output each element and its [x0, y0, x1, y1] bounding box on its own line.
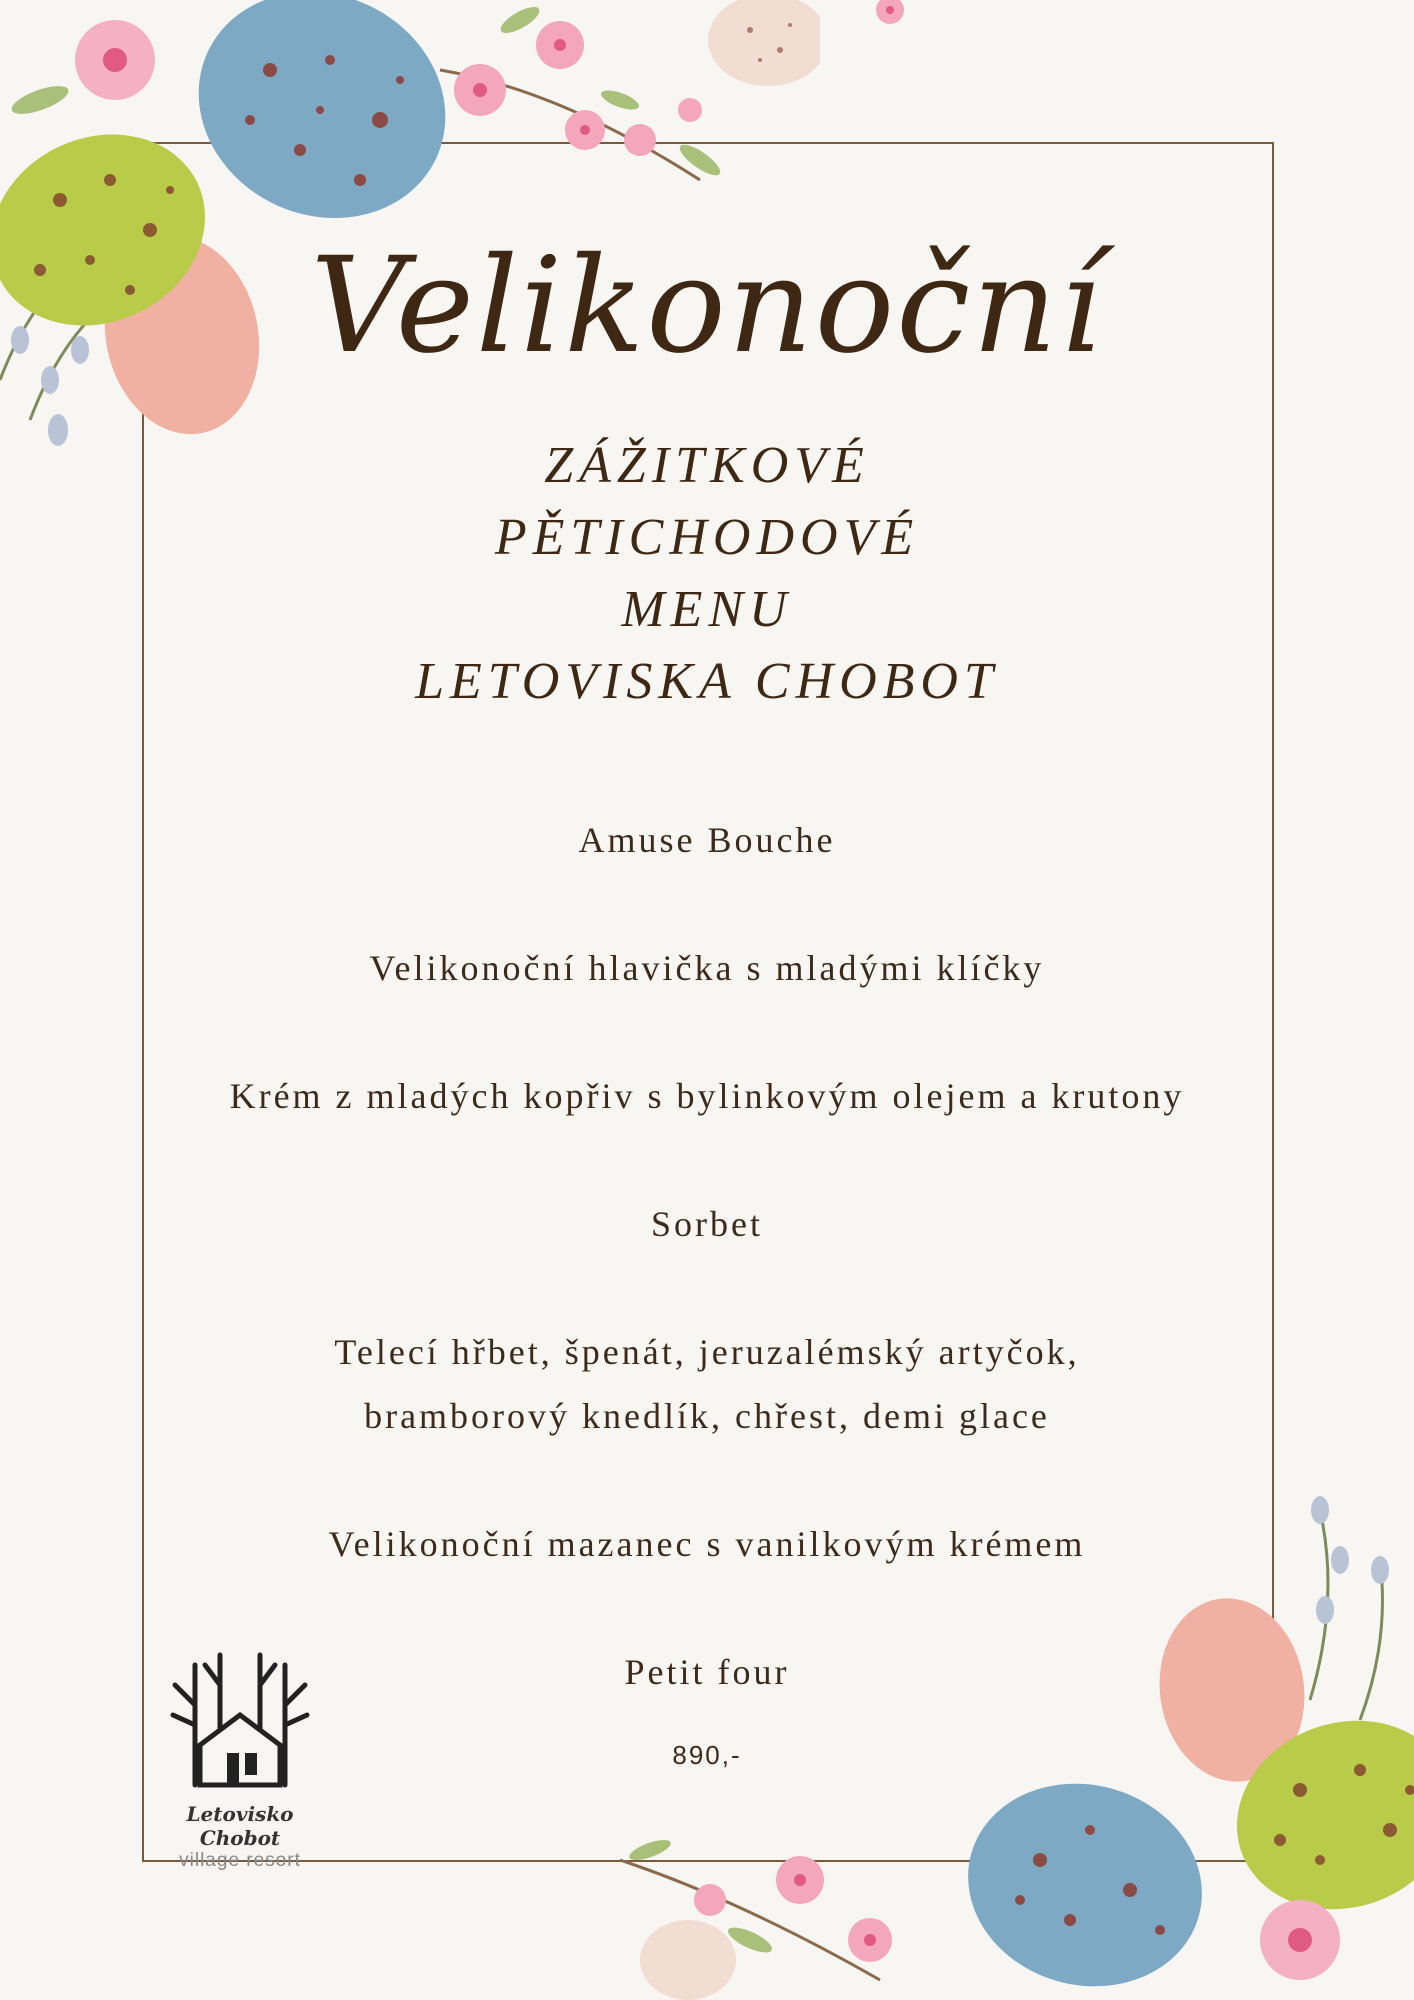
course-list: [142, 808, 1272, 1768]
resort-logo: [155, 1645, 325, 1872]
small-speckled-egg-top: [708, 0, 820, 86]
subtitle-line: LETOVISKA CHOBOT: [415, 653, 999, 710]
course-item: Krém z mladých kopřiv s bylinkovým olejem a krutony: [229, 1076, 1185, 1116]
small-speckled-egg-bottom: [640, 1920, 736, 2000]
course-item: bramborový knedlík, chřest, demi glace: [364, 1396, 1050, 1436]
course-item: Telecí hřbet, špenát, jeruzalémský artyčok,: [334, 1332, 1080, 1372]
logo-tagline: village resort: [179, 1850, 301, 1871]
blossom-top-left: [8, 20, 155, 120]
blue-speckled-egg-bottom: [945, 1758, 1225, 2000]
blossom-bottom-right: [1260, 1900, 1340, 1980]
course-item: Velikonoční mazanec s vanilkovým krémem: [328, 1524, 1086, 1564]
course-item: Sorbet: [651, 1204, 763, 1244]
course-item: Petit four: [624, 1652, 790, 1692]
menu-subtitle: [0, 430, 1414, 718]
subtitle-line: MENU: [621, 581, 793, 638]
subtitle-line: ZÁŽITKOVÉ: [544, 437, 870, 494]
top-right-blossom: [860, 0, 940, 40]
course-item: Amuse Bouche: [578, 820, 836, 860]
menu-price: 890,-: [672, 1740, 742, 1770]
blue-speckled-egg-top: [161, 0, 482, 258]
house-trees-icon: [165, 1645, 315, 1795]
course-item: Velikonoční hlavička s mladými klíčky: [369, 948, 1045, 988]
menu-title: Velikonoční: [310, 229, 1104, 383]
logo-name: Letovisko Chobot: [186, 1802, 294, 1850]
blossom-branch-top: [440, 2, 724, 180]
subtitle-line: PĚTICHODOVÉ: [494, 509, 920, 566]
